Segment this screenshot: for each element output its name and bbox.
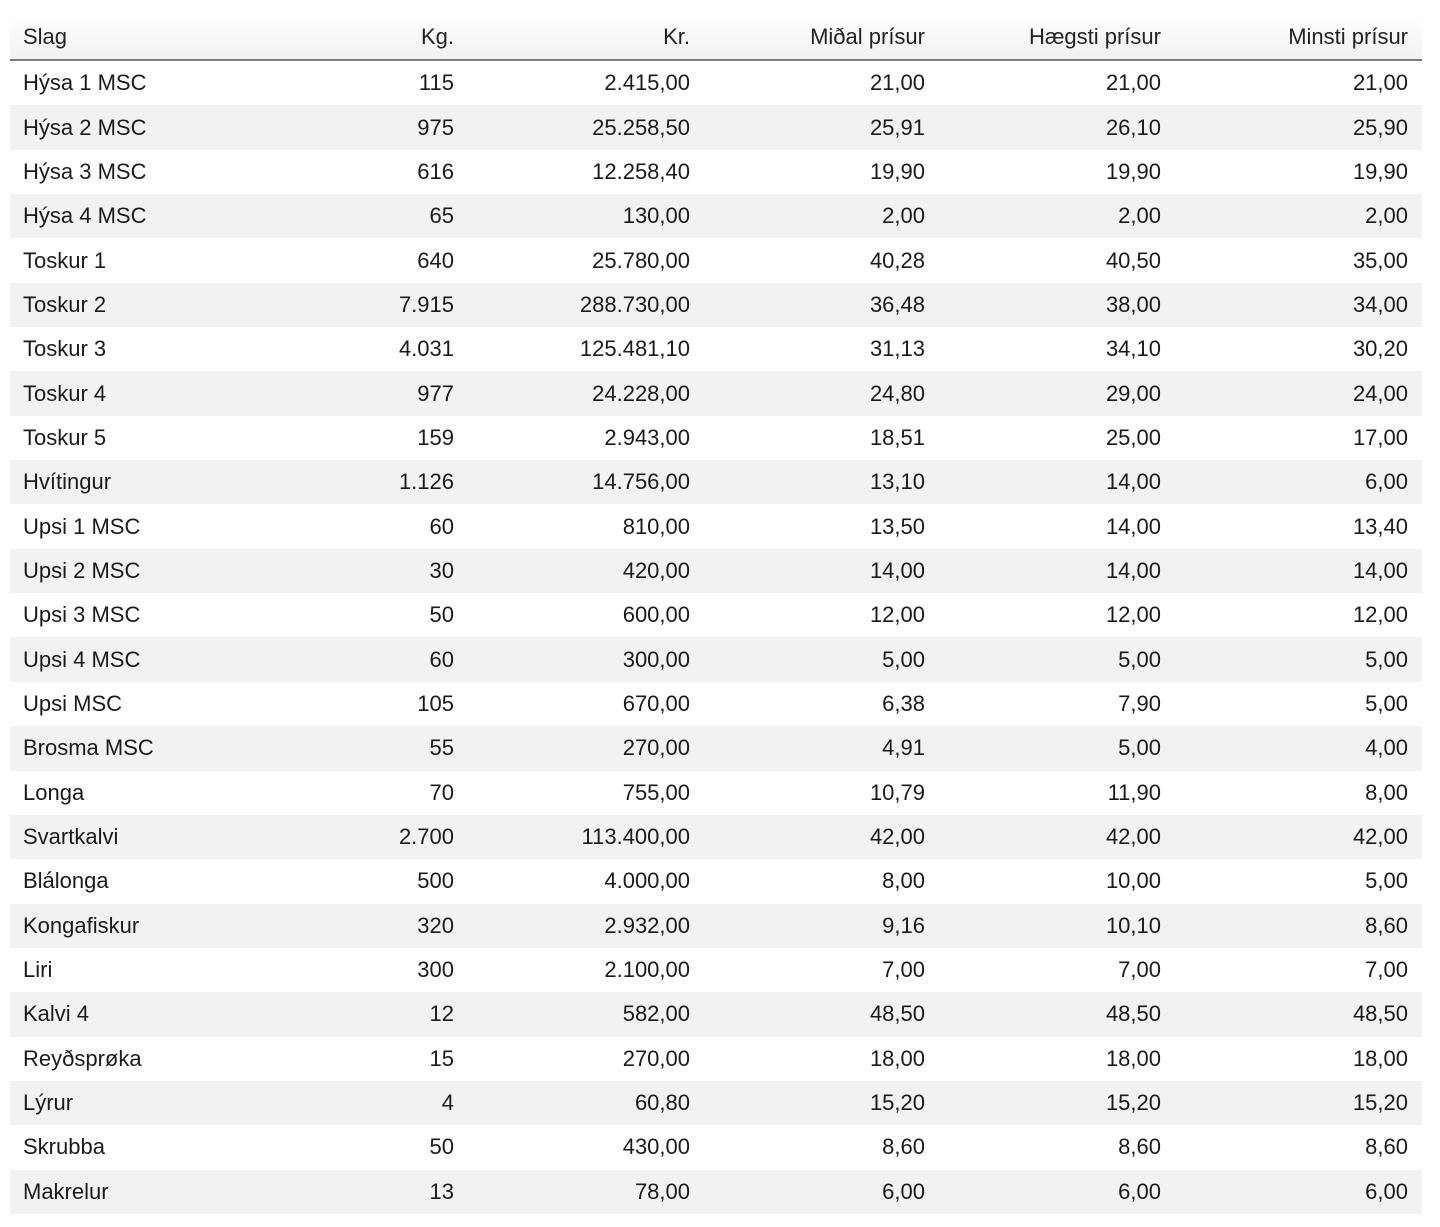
cell-kr: 810,00 [622, 513, 690, 539]
table-row [10, 904, 1422, 948]
cell-kr: 60,80 [468, 1081, 704, 1125]
cell-species: Kalvi 4 [10, 992, 233, 1036]
cell-kg: 1.126 [233, 460, 468, 504]
cell-kr: 670,00 [622, 690, 690, 716]
cell-highest-price: 7,00 [1118, 957, 1161, 983]
cell-species: Lýrur [10, 1081, 233, 1125]
table-row [10, 105, 1422, 149]
cell-kg: 977 [233, 371, 468, 415]
table-body [10, 60, 1422, 1214]
cell-species: Upsi 2 MSC [10, 549, 233, 593]
cell-average-price: 13,50 [869, 513, 925, 539]
cell-highest-price: 10,10 [939, 904, 1175, 948]
cell-average-price: 13,10 [704, 460, 939, 504]
cell-average-price: 18,00 [869, 1045, 925, 1071]
cell-species: Skrubba [23, 1134, 105, 1160]
cell-highest-price: 48,50 [939, 992, 1175, 1036]
cell-lowest-price: 35,00 [1352, 247, 1408, 273]
cell-kg: 105 [417, 690, 454, 716]
cell-average-price: 31,13 [869, 336, 925, 362]
cell-kr: 12.258,40 [592, 158, 690, 184]
table-row [10, 815, 1422, 859]
cell-kr: 582,00 [468, 992, 704, 1036]
table-row [10, 1170, 1422, 1214]
cell-species: Liri [23, 957, 53, 983]
cell-species: Svartkalvi [10, 815, 233, 859]
cell-highest-price: 7,90 [1118, 690, 1161, 716]
table-row [10, 948, 1422, 992]
column-header-lowest-price[interactable]: Minsti prísur [1175, 15, 1422, 60]
cell-kr: 24.228,00 [468, 371, 704, 415]
cell-lowest-price: 13,40 [1352, 513, 1408, 539]
table-row [10, 1125, 1422, 1169]
cell-average-price: 15,20 [704, 1081, 939, 1125]
cell-kg: 300 [417, 957, 454, 983]
cell-average-price: 8,00 [882, 868, 925, 894]
header-row [10, 15, 1422, 60]
cell-highest-price: 12,00 [1105, 602, 1161, 628]
cell-kr: 14.756,00 [468, 460, 704, 504]
cell-average-price: 19,90 [869, 158, 925, 184]
cell-average-price: 6,38 [882, 690, 925, 716]
cell-species: Toskur 5 [23, 424, 107, 450]
cell-species: Reyðsprøka [23, 1045, 142, 1071]
table-row [10, 593, 1422, 637]
cell-highest-price: 8,60 [1118, 1134, 1161, 1160]
table-row [10, 416, 1422, 460]
table-row [10, 771, 1422, 815]
cell-highest-price: 5,00 [939, 726, 1175, 770]
cell-kg: 60 [429, 513, 454, 539]
cell-species: Makrelur [10, 1170, 233, 1214]
cell-species: Hýsa 4 MSC [10, 194, 233, 238]
cell-highest-price: 29,00 [939, 371, 1175, 415]
cell-kg: 50 [429, 602, 454, 628]
cell-kg: 640 [417, 247, 454, 273]
cell-kg: 15 [429, 1045, 454, 1071]
cell-kg: 13 [233, 1170, 468, 1214]
cell-species: Toskur 3 [23, 336, 107, 362]
column-header-highest-price[interactable]: Hægsti prísur [939, 15, 1175, 60]
cell-kg: 50 [429, 1134, 454, 1160]
cell-lowest-price: 6,00 [1175, 1170, 1422, 1214]
cell-highest-price: 25,00 [1105, 424, 1161, 450]
cell-average-price: 21,00 [869, 70, 925, 96]
cell-kg: 4.031 [398, 336, 454, 362]
cell-kr: 25.258,50 [468, 105, 704, 149]
cell-average-price: 36,48 [704, 283, 939, 327]
cell-average-price: 7,00 [882, 957, 925, 983]
cell-highest-price: 6,00 [939, 1170, 1175, 1214]
cell-lowest-price: 42,00 [1175, 815, 1422, 859]
cell-kg: 30 [233, 549, 468, 593]
cell-average-price: 12,00 [869, 602, 925, 628]
cell-species: Toskur 2 [10, 283, 233, 327]
cell-lowest-price: 30,20 [1352, 336, 1408, 362]
cell-kr: 2.932,00 [468, 904, 704, 948]
cell-kr: 270,00 [622, 1045, 690, 1071]
table-header [10, 15, 1422, 60]
cell-average-price: 18,51 [869, 424, 925, 450]
cell-highest-price: 40,50 [1105, 247, 1161, 273]
table-row [10, 726, 1422, 770]
price-table-container [10, 15, 1422, 1214]
cell-species: Hýsa 3 MSC [23, 158, 147, 184]
cell-average-price: 2,00 [704, 194, 939, 238]
cell-lowest-price: 12,00 [1352, 602, 1408, 628]
cell-species: Hvítingur [10, 460, 233, 504]
cell-kg: 7.915 [233, 283, 468, 327]
cell-lowest-price: 19,90 [1352, 158, 1408, 184]
table-row [10, 992, 1422, 1036]
cell-highest-price: 21,00 [1105, 70, 1161, 96]
cell-species: Upsi 4 MSC [10, 637, 233, 681]
cell-species: Kongafiskur [10, 904, 233, 948]
cell-species: Hýsa 1 MSC [23, 70, 147, 96]
cell-lowest-price: 8,00 [1365, 779, 1408, 805]
table-row [10, 60, 1422, 105]
cell-lowest-price: 5,00 [1365, 868, 1408, 894]
cell-highest-price: 2,00 [939, 194, 1175, 238]
cell-kg: 500 [417, 868, 454, 894]
table-row [10, 1037, 1422, 1081]
cell-lowest-price: 5,00 [1365, 690, 1408, 716]
column-header-species[interactable]: Slag [10, 15, 233, 60]
table-row [10, 1081, 1422, 1125]
table-row [10, 283, 1422, 327]
cell-species: Blálonga [23, 868, 109, 894]
cell-kr: 270,00 [468, 726, 704, 770]
cell-lowest-price: 7,00 [1365, 957, 1408, 983]
cell-species: Longa [23, 779, 85, 805]
cell-kg: 4 [233, 1081, 468, 1125]
cell-lowest-price: 2,00 [1175, 194, 1422, 238]
table-row [10, 150, 1422, 194]
cell-average-price: 6,00 [704, 1170, 939, 1214]
cell-lowest-price: 8,60 [1365, 1134, 1408, 1160]
cell-highest-price: 10,00 [1105, 868, 1161, 894]
table-row [10, 549, 1422, 593]
table-row [10, 637, 1422, 681]
cell-kr: 78,00 [468, 1170, 704, 1214]
cell-kg: 70 [429, 779, 454, 805]
cell-highest-price: 42,00 [939, 815, 1175, 859]
table-row [10, 327, 1422, 371]
cell-lowest-price: 24,00 [1175, 371, 1422, 415]
cell-lowest-price: 4,00 [1175, 726, 1422, 770]
cell-kr: 125.481,10 [579, 336, 690, 362]
cell-highest-price: 18,00 [1105, 1045, 1161, 1071]
cell-lowest-price: 18,00 [1352, 1045, 1408, 1071]
column-header-average-price[interactable]: Miðal prísur [704, 15, 939, 60]
cell-kr: 4.000,00 [604, 868, 690, 894]
cell-kr: 430,00 [622, 1134, 690, 1160]
cell-kg: 55 [233, 726, 468, 770]
cell-highest-price: 14,00 [939, 460, 1175, 504]
cell-kg: 616 [417, 158, 454, 184]
cell-species: Upsi 1 MSC [23, 513, 141, 539]
cell-highest-price: 15,20 [939, 1081, 1175, 1125]
table-row [10, 194, 1422, 238]
cell-kg: 60 [233, 637, 468, 681]
cell-highest-price: 34,10 [1105, 336, 1161, 362]
cell-kr: 288.730,00 [468, 283, 704, 327]
table-row [10, 859, 1422, 903]
cell-kr: 600,00 [622, 602, 690, 628]
cell-species: Toskur 4 [10, 371, 233, 415]
table-row [10, 504, 1422, 548]
cell-kr: 420,00 [468, 549, 704, 593]
cell-lowest-price: 14,00 [1175, 549, 1422, 593]
cell-kg: 115 [418, 70, 454, 96]
table-row [10, 460, 1422, 504]
table-row [10, 682, 1422, 726]
cell-lowest-price: 48,50 [1175, 992, 1422, 1036]
table-row [10, 371, 1422, 415]
cell-kr: 755,00 [622, 779, 690, 805]
cell-species: Upsi MSC [23, 690, 123, 716]
cell-kg: 159 [417, 424, 454, 450]
cell-average-price: 24,80 [704, 371, 939, 415]
column-header-kg[interactable]: Kg. [233, 15, 468, 60]
cell-kr: 25.780,00 [592, 247, 690, 273]
column-header-kr[interactable]: Kr. [468, 15, 704, 60]
cell-species: Toskur 1 [23, 247, 107, 273]
cell-kr: 130,00 [468, 194, 704, 238]
cell-lowest-price: 34,00 [1175, 283, 1422, 327]
cell-kg: 12 [233, 992, 468, 1036]
cell-average-price: 42,00 [704, 815, 939, 859]
table-row [10, 238, 1422, 282]
cell-lowest-price: 6,00 [1175, 460, 1422, 504]
cell-lowest-price: 5,00 [1175, 637, 1422, 681]
cell-lowest-price: 21,00 [1352, 70, 1408, 96]
cell-average-price: 4,91 [704, 726, 939, 770]
cell-lowest-price: 15,20 [1175, 1081, 1422, 1125]
cell-average-price: 9,16 [704, 904, 939, 948]
cell-average-price: 25,91 [704, 105, 939, 149]
cell-lowest-price: 17,00 [1352, 424, 1408, 450]
cell-lowest-price: 25,90 [1175, 105, 1422, 149]
cell-highest-price: 26,10 [939, 105, 1175, 149]
cell-kg: 975 [233, 105, 468, 149]
cell-highest-price: 11,90 [1107, 779, 1161, 805]
cell-species: Brosma MSC [10, 726, 233, 770]
cell-average-price: 14,00 [704, 549, 939, 593]
fish-price-table [10, 15, 1422, 1214]
cell-average-price: 5,00 [704, 637, 939, 681]
cell-kr: 300,00 [468, 637, 704, 681]
cell-highest-price: 14,00 [939, 549, 1175, 593]
cell-average-price: 8,60 [882, 1134, 925, 1160]
cell-kr: 2.100,00 [604, 957, 690, 983]
cell-species: Upsi 3 MSC [23, 602, 141, 628]
cell-average-price: 10,79 [869, 779, 925, 805]
cell-highest-price: 19,90 [1105, 158, 1161, 184]
cell-highest-price: 14,00 [1105, 513, 1161, 539]
cell-kr: 2.415,00 [604, 70, 690, 96]
cell-kg: 2.700 [233, 815, 468, 859]
cell-kr: 2.943,00 [604, 424, 690, 450]
cell-kg: 320 [233, 904, 468, 948]
cell-kg: 65 [233, 194, 468, 238]
cell-highest-price: 5,00 [939, 637, 1175, 681]
cell-lowest-price: 8,60 [1175, 904, 1422, 948]
cell-highest-price: 38,00 [939, 283, 1175, 327]
cell-average-price: 40,28 [869, 247, 925, 273]
cell-species: Hýsa 2 MSC [10, 105, 233, 149]
cell-kr: 113.400,00 [468, 815, 704, 859]
cell-average-price: 48,50 [704, 992, 939, 1036]
